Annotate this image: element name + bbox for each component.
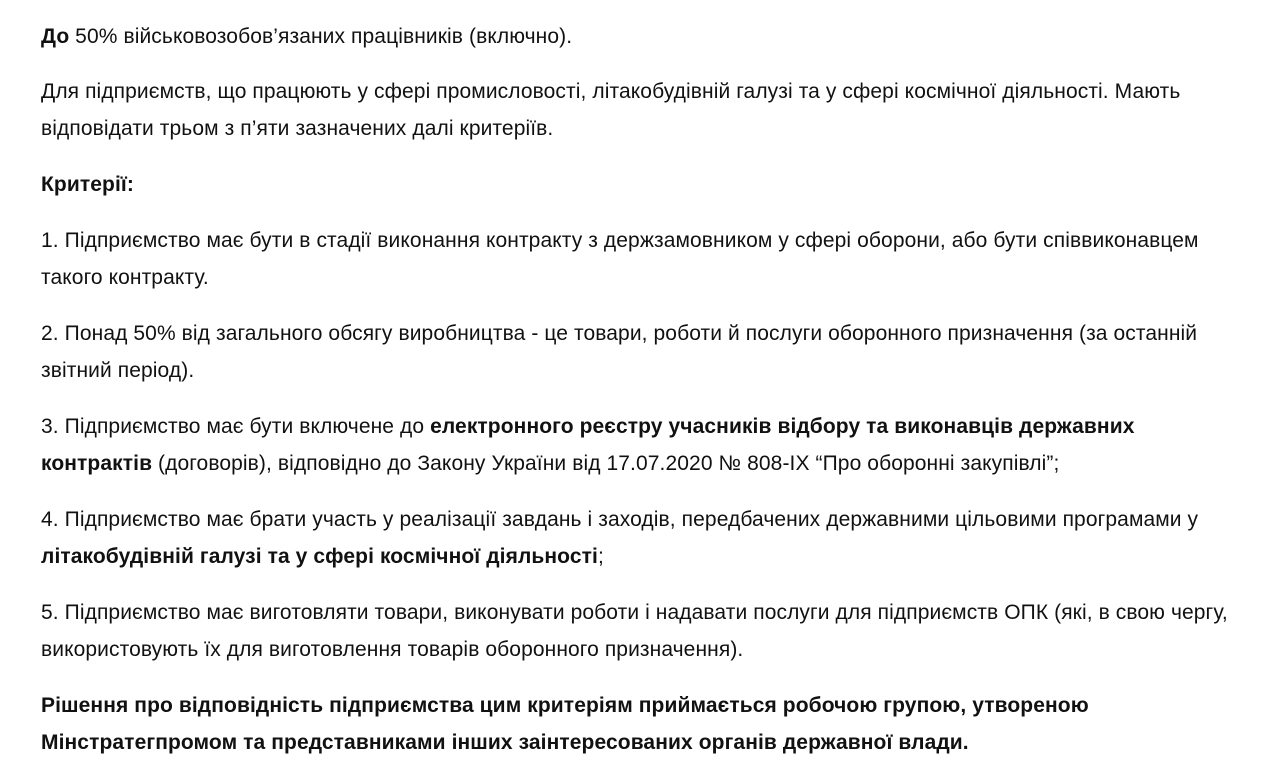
criterion-bold-text: літакобудівній галузі та у сфері космічної діяльності	[41, 545, 598, 568]
criterion-5	[41, 594, 1241, 668]
criterion-1	[41, 222, 1241, 296]
criterion-text: 1. Підприємство має бути в стадії виконання контракту з держзамовником у сфері оборони, або бути співвиконавцем такого контракту.	[41, 229, 1199, 289]
decision-text: Рішення про відповідність підприємства цим критеріям приймається робочою групою, утвореною Мінстратегпромом та представниками інших заінтересованих органів державної влади.	[41, 694, 1089, 754]
criterion-2	[41, 315, 1241, 389]
criterion-4	[41, 501, 1241, 575]
decision-paragraph	[41, 687, 1241, 761]
criterion-3	[41, 408, 1241, 482]
criterion-bold-text: електронного реєстру учасників відбору та виконавців державних контрактів	[41, 415, 1135, 475]
bold-lead: До	[41, 25, 70, 48]
paragraph-text: Для підприємств, що працюють у сфері промисловості, літакобудівній галузі та у сфері космічної діяльності. Мають відповідати трьом з п’яти зазначених далі критеріїв.	[41, 80, 1181, 140]
criterion-text: 5. Підприємство має виготовляти товари, виконувати роботи і надавати послуги для підприємств ОПК (які, в свою чергу, використовують їх для виготовлення товарів оборонного призначення).	[41, 601, 1228, 661]
criteria-heading	[41, 166, 1241, 203]
criterion-text-after: (договорів), відповідно до Закону України від 17.07.2020 № 808-IX “Про оборонні закупівлі”;	[152, 452, 1060, 475]
criterion-text: 2. Понад 50% від загального обсягу виробництва - це товари, роботи й послуги оборонного призначення (за останній звітний період).	[41, 322, 1198, 382]
document-body	[41, 18, 1241, 780]
criterion-text-before: 4. Підприємство має брати участь у реалізації завдань і заходів, передбачених державними цільовими програмами у	[41, 508, 1199, 531]
criterion-text-before: 3. Підприємство має бути включене до	[41, 415, 431, 438]
industry-scope-paragraph	[41, 73, 1241, 147]
paragraph-text: 50% військовозобов’язаних працівників (включно).	[69, 25, 573, 48]
employee-percentage-paragraph	[41, 18, 1241, 55]
criteria-heading-text: Критерії:	[41, 173, 134, 196]
criterion-text-after: ;	[597, 545, 604, 568]
